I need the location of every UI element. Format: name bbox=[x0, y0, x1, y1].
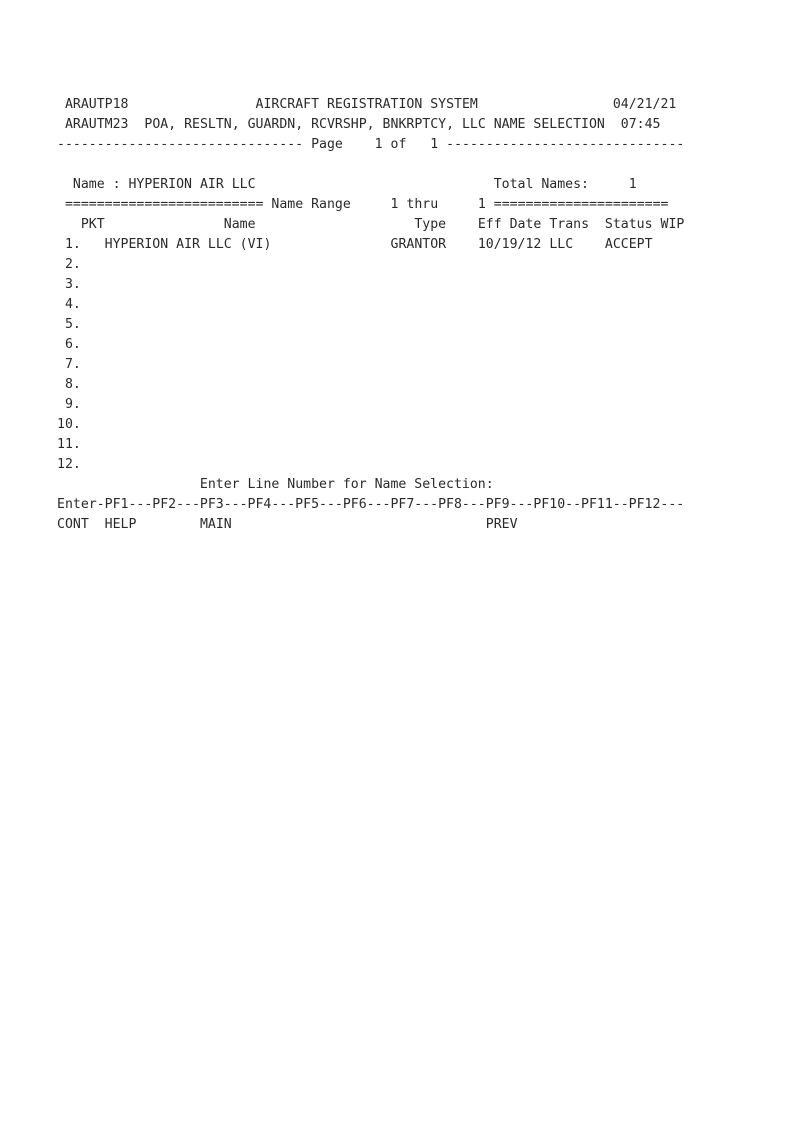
table-row[interactable] bbox=[57, 335, 697, 355]
row-status: ACCEPT bbox=[604, 237, 653, 252]
col-type: Type bbox=[414, 217, 447, 232]
program-id: ARAUTP18 bbox=[64, 97, 129, 112]
table-row[interactable] bbox=[57, 435, 697, 455]
range-start: 1 bbox=[390, 197, 399, 212]
range-left-rule: ========================= bbox=[64, 197, 264, 212]
col-pkt: PKT bbox=[80, 217, 105, 232]
prev-key[interactable]: PREV bbox=[485, 517, 518, 532]
terminal-screen bbox=[57, 95, 697, 535]
total-names-label: Total Names: bbox=[493, 177, 589, 192]
table-row[interactable] bbox=[57, 235, 697, 255]
thru-label: thru bbox=[406, 197, 439, 212]
header-time: 07:45 bbox=[620, 117, 661, 132]
col-eff-date: Eff Date bbox=[477, 217, 542, 232]
row-number: 6. bbox=[64, 337, 81, 352]
function-key-labels bbox=[57, 515, 697, 535]
col-status: Status bbox=[604, 217, 653, 232]
page-label: Page bbox=[311, 137, 343, 152]
row-number: 8. bbox=[64, 377, 81, 392]
header-line-1 bbox=[57, 95, 697, 115]
table-row[interactable] bbox=[57, 415, 697, 435]
selection-prompt-line bbox=[57, 475, 697, 495]
help-key[interactable]: HELP bbox=[104, 517, 137, 532]
row-number: 5. bbox=[64, 317, 81, 332]
row-type: GRANTOR bbox=[390, 237, 447, 252]
main-key[interactable]: MAIN bbox=[199, 517, 232, 532]
table-row[interactable] bbox=[57, 455, 697, 475]
table-row[interactable] bbox=[57, 355, 697, 375]
row-number: 7. bbox=[64, 357, 81, 372]
row-number: 11. bbox=[57, 437, 81, 452]
table-header bbox=[57, 215, 697, 235]
blank-line bbox=[57, 155, 697, 175]
range-end: 1 bbox=[477, 197, 486, 212]
name-label: Name : bbox=[72, 177, 121, 192]
of-label: of bbox=[390, 137, 407, 152]
name-range-label: Name Range bbox=[271, 197, 351, 212]
name-search-line bbox=[57, 175, 697, 195]
row-number: 4. bbox=[64, 297, 81, 312]
table-row[interactable] bbox=[57, 315, 697, 335]
row-eff-date: 10/19/12 bbox=[477, 237, 542, 252]
selection-prompt[interactable]: Enter Line Number for Name Selection: bbox=[199, 477, 494, 492]
table-row[interactable] bbox=[57, 275, 697, 295]
name-field[interactable]: HYPERION AIR LLC bbox=[128, 177, 256, 192]
total-names-value: 1 bbox=[628, 177, 637, 192]
col-name: Name bbox=[223, 217, 256, 232]
header-line-2 bbox=[57, 115, 697, 135]
pagination-right-rule: ------------------------------ bbox=[446, 137, 685, 152]
col-trans: Trans bbox=[549, 217, 590, 232]
function-key-bar: Enter-PF1---PF2---PF3---PF4---PF5---PF6---PF7---PF8---PF9---PF10--PF11--PF12--- bbox=[57, 497, 685, 512]
row-number: 1. bbox=[64, 237, 81, 252]
range-right-rule: ====================== bbox=[493, 197, 669, 212]
screen-id: ARAUTM23 bbox=[64, 117, 129, 132]
row-trans: LLC bbox=[549, 237, 574, 252]
table-row[interactable] bbox=[57, 255, 697, 275]
pagination-line bbox=[57, 135, 697, 155]
header-date: 04/21/21 bbox=[612, 97, 677, 112]
row-number: 2. bbox=[64, 257, 81, 272]
row-number: 12. bbox=[57, 457, 81, 472]
row-name: HYPERION AIR LLC (VI) bbox=[104, 237, 272, 252]
row-number: 9. bbox=[64, 397, 81, 412]
table-row[interactable] bbox=[57, 375, 697, 395]
system-title: AIRCRAFT REGISTRATION SYSTEM bbox=[255, 97, 478, 112]
row-number: 3. bbox=[64, 277, 81, 292]
total-pages: 1 bbox=[430, 137, 439, 152]
table-row[interactable] bbox=[57, 295, 697, 315]
name-range-line bbox=[57, 195, 697, 215]
screen-title: POA, RESLTN, GUARDN, RCVRSHP, BNKRPTCY, LLC NAME SELECTION bbox=[144, 117, 605, 132]
current-page: 1 bbox=[374, 137, 383, 152]
table-row[interactable] bbox=[57, 395, 697, 415]
cont-key[interactable]: CONT bbox=[57, 517, 89, 532]
pagination-left-rule: ------------------------------- bbox=[57, 137, 304, 152]
col-wip: WIP bbox=[660, 217, 685, 232]
row-number: 10. bbox=[57, 417, 81, 432]
